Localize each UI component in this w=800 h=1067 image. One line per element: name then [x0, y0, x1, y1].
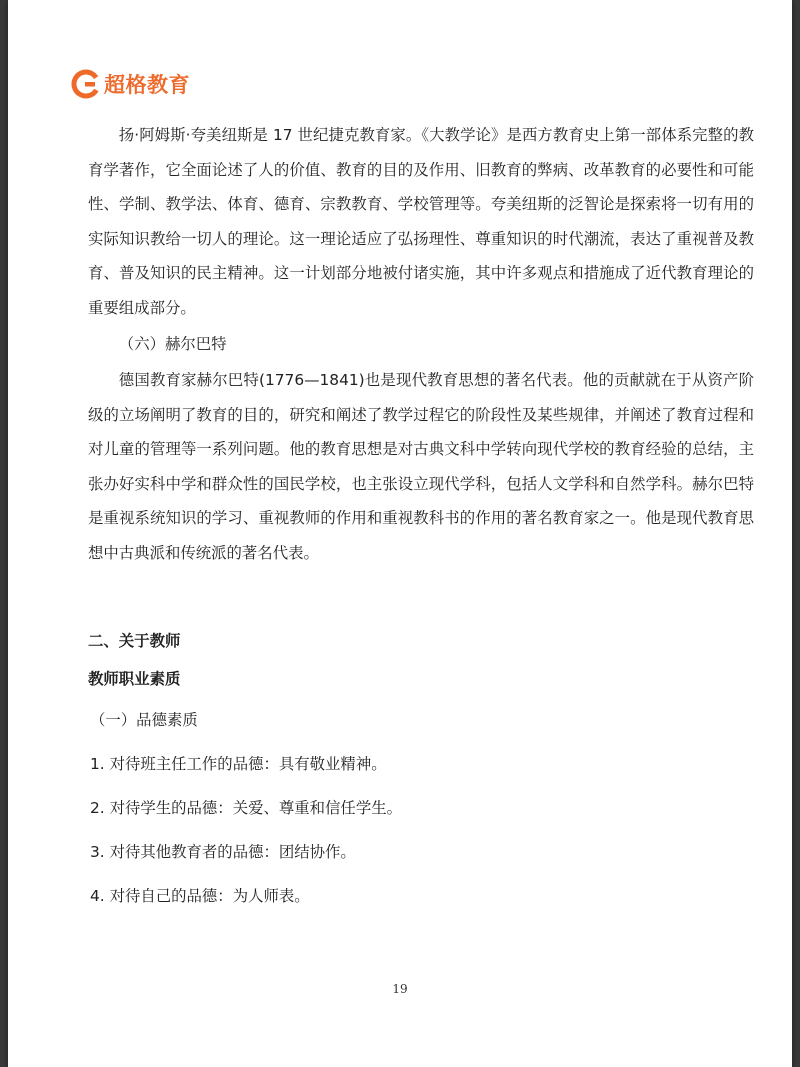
paragraph-comenius: 扬·阿姆斯·夸美纽斯是 17 世纪捷克教育家。《大教学论》是西方教育史上第一部体系完整的教育学著作，它全面论述了人的价值、教育的目的及作用、旧教育的弊病、改革教育的必要性和可能性、学制、教学法、体育、德育、宗教教育、学校管理等。夸美纽斯的泛智论是探索将一切有用的实际知识教给一切人的理论。这一理论适应了弘扬理性、尊重知识的时代潮流，表达了重视普及教育、普及知识的民主精神。这一计划部分地被付诸实施，其中许多观点和措施成了近代教育理论的重要组成部分。 [88, 126, 754, 317]
brand-logo [70, 66, 190, 102]
sub-heading: （一）品德素质 [90, 711, 198, 729]
spacer [88, 570, 754, 622]
paragraph-herbart: 德国教育家赫尔巴特(1776—1841)也是现代教育思想的著名代表。他的贡献就在于从资产阶级的立场阐明了教育的目的，研究和阐述了教学过程它的阶段性及某些规律，并阐述了教育过程和对儿童的管理等一系列问题。他的教育思想是对古典文科中学转向现代学校的教育经验的总结，主张办好实科中学和群众性的国民学校，也主张设立现代学科，包括人文学科和自然学科。赫尔巴特是重视系统知识的学习、重视教师的作用和重视教科书的作用的著名教育家之一。他是现代教育思想中古典派和传统派的著名代表。 [88, 371, 754, 562]
page-content [88, 118, 754, 918]
document-page [8, 0, 792, 1067]
logo-mark-icon [70, 68, 102, 100]
logo-text: 超格教育 [104, 73, 190, 97]
heading-herbart: （六）赫尔巴特 [118, 335, 227, 353]
list-item: 1. 对待班主任工作的品德：具有敬业精神。 [90, 755, 387, 773]
section-title: 二、关于教师 [88, 632, 181, 650]
subsection-title: 教师职业素质 [88, 670, 181, 688]
list-item: 3. 对待其他教育者的品德：团结协作。 [90, 843, 356, 861]
page-number: 19 [392, 982, 408, 996]
list-item: 2. 对待学生的品德：关爱、尊重和信任学生。 [90, 799, 402, 817]
list-item: 4. 对待自己的品德：为人师表。 [90, 887, 310, 905]
